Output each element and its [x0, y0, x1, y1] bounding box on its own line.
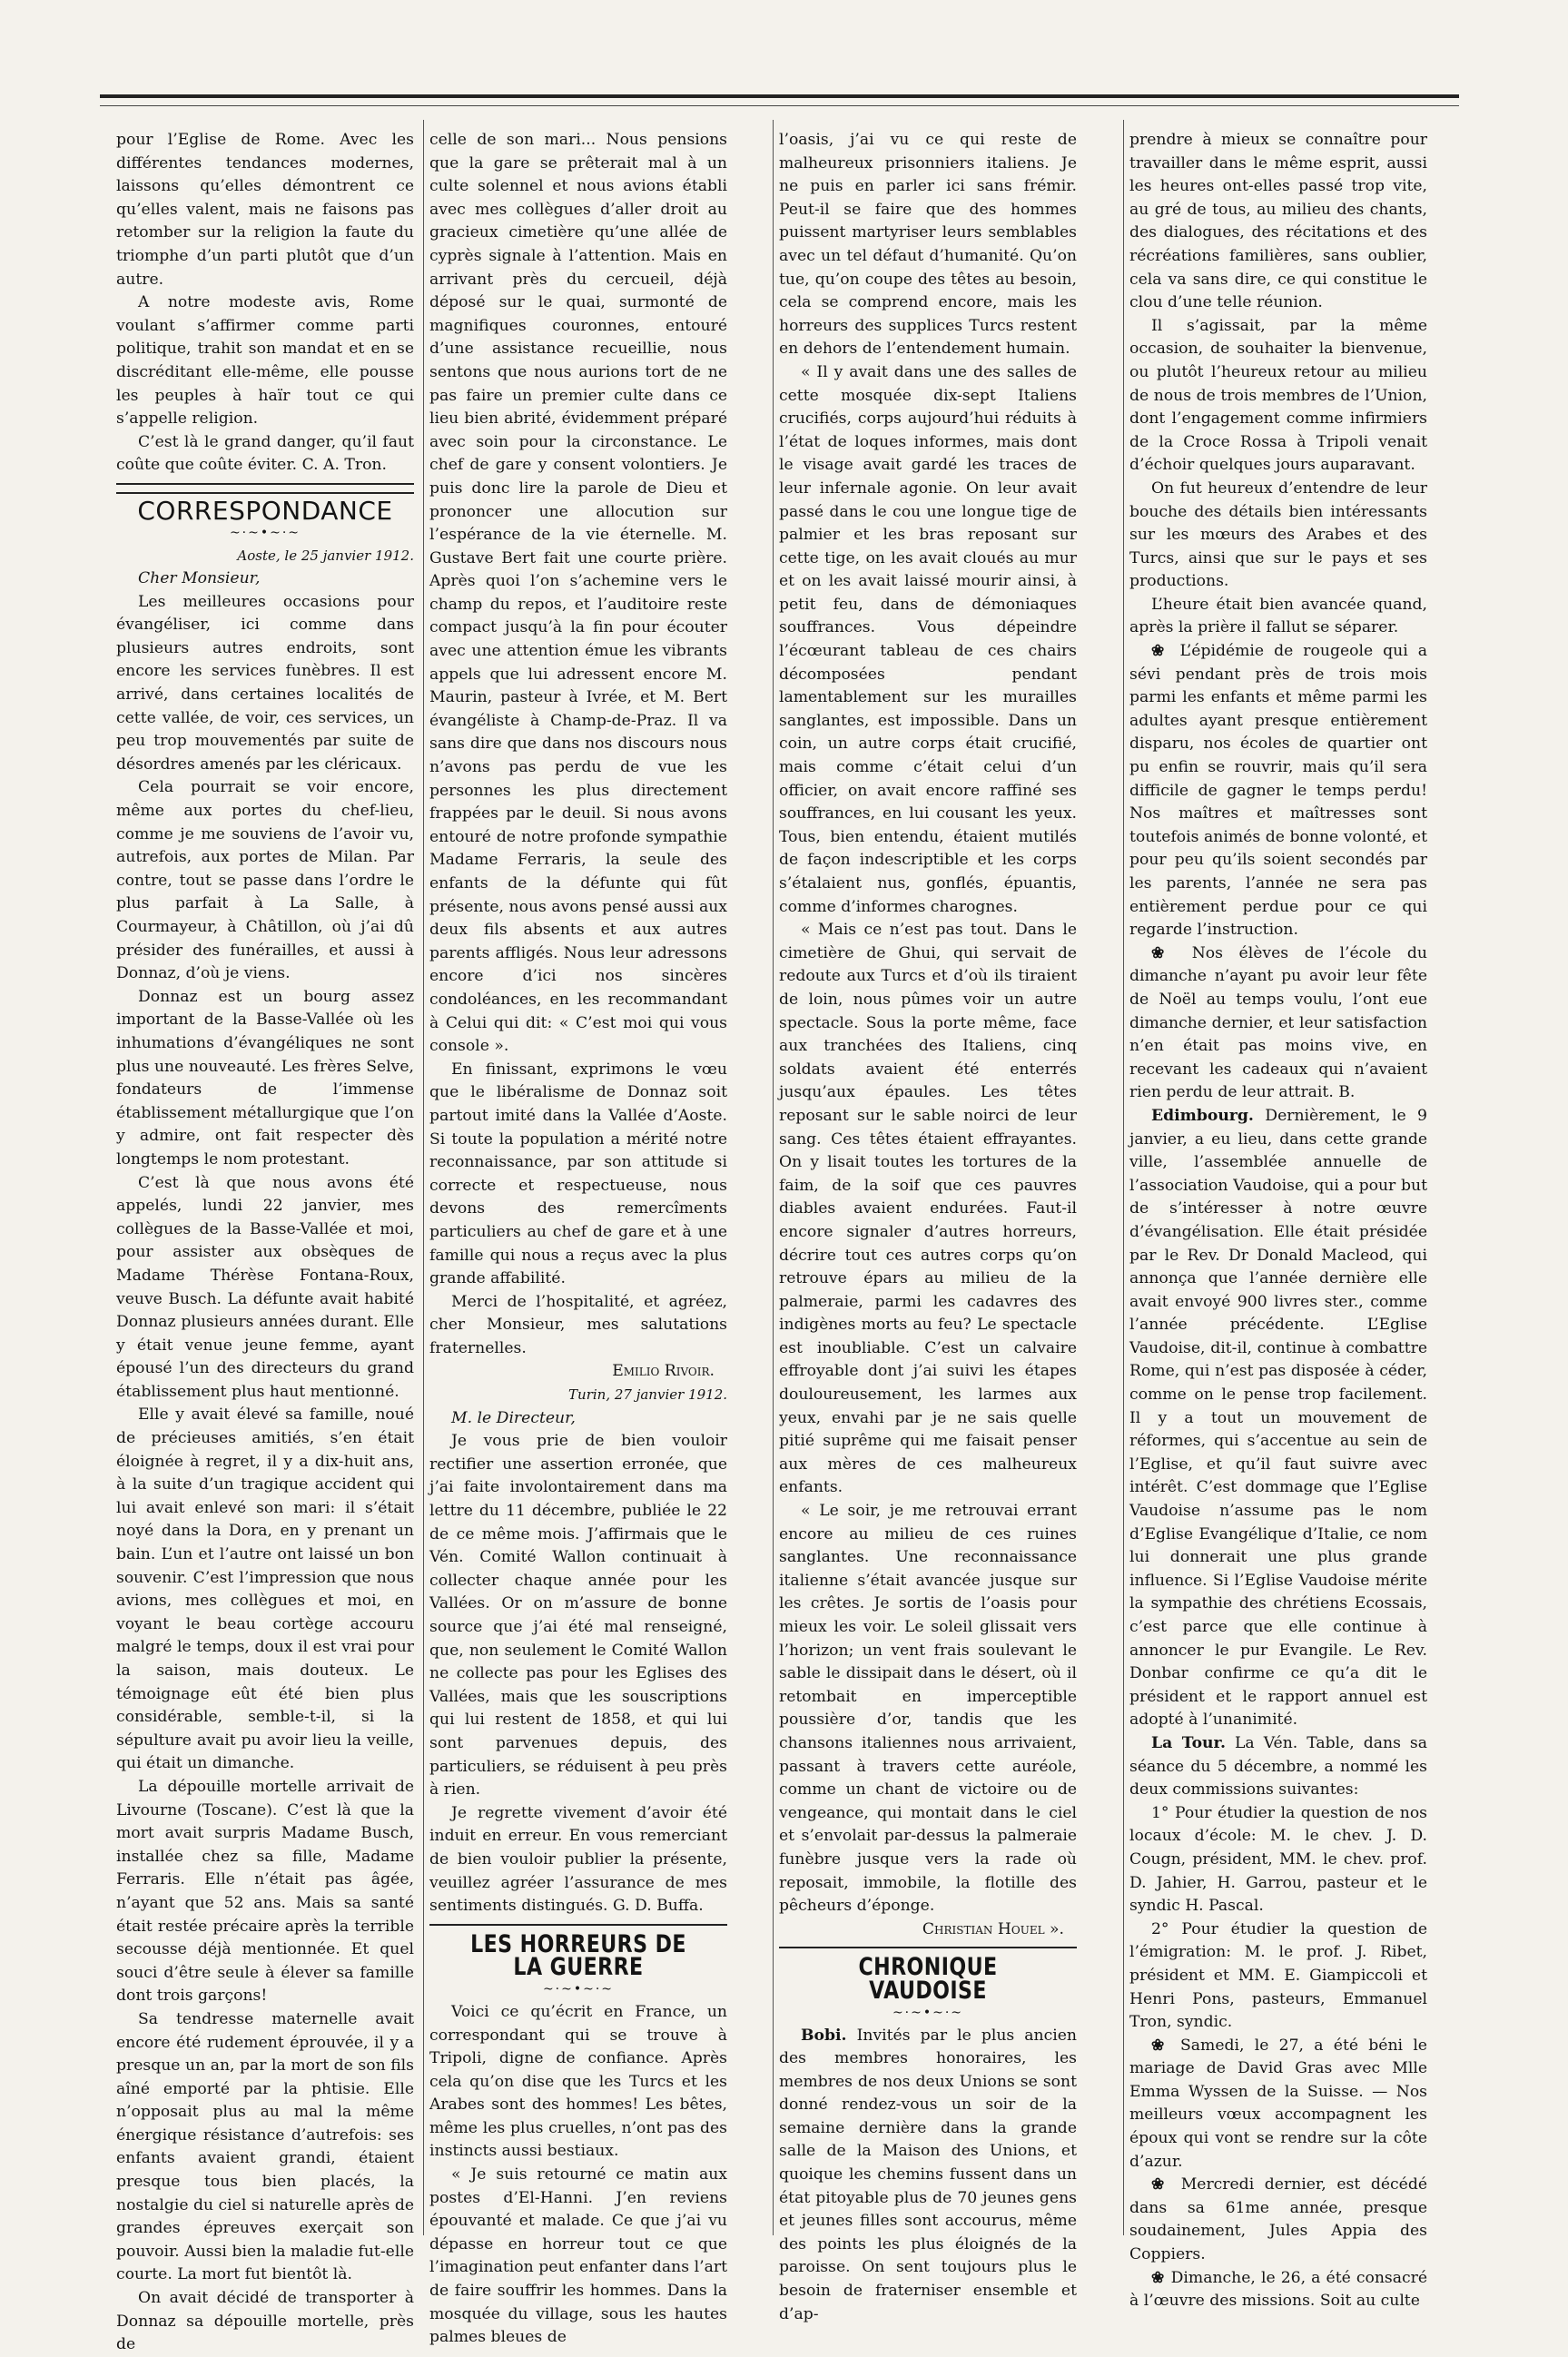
paragraph: prendre à mieux se connaître pour travailler dans le même esprit, aussi les heures ont-elles passé trop vite, au gré de tous, au milieu des chants, des dialogues, des récitations et des récréations familières, sans oublier, cela va sans dire, ce qui constitue le clou d’une telle réunion.: [1129, 131, 1427, 312]
paragraph: Les meilleures occasions pour évangéliser, ici comme dans plusieurs autres endroits, sont encore les services funèbres. Il est arrivé, dans certaines localités de cette vallée, de voir, ces services, un peu trop mouvementés par suite de désordres amenés par les cléricaux.: [116, 592, 414, 774]
paragraph-text: Invités par le plus ancien des membres honoraires, les membres de nos deux Unions se sont donné rendez-vous un soir de la semaine dernière dans la grande salle de la Maison des Unions, et quoique les chemins fussent dans un état pitoyable plus de 70 jeunes gens et jeunes filles sont accourus, même des points les plus éloignés de la paroisse. On sent toujours plus le besoin de fraterniser ensemble et d’ap-: [779, 2026, 1077, 2323]
paragraph: [1129, 2267, 1427, 2313]
paragraph: Sa tendresse maternelle avait encore été rudement éprouvée, il y a presque un an, par la mort de son fils aîné emporté par la phtisie. Elle n’opposait plus au mal la même énergique résistance d’autrefois: ses enfants avaient grandi, étaient presque tous bien placés, la nostalgie du ciel si naturelle après de grandes épreuves exerçait son pouvoir. Aussi bien la maladie fut-elle courte. La mort fut bientôt là.: [116, 2009, 414, 2284]
paragraph: La dépouille mortelle arrivait de Livourne (Toscane). C’est là que la mort avait surpris Madame Busch, installée chez sa fille, Madame Ferraris. Elle n’était pas âgée, n’ayant que 52 ans. Mais sa santé était restée précaire après la terrible secousse déjà mentionnée. Et quel souci d’être seule à élever sa famille dont trois garçons!: [116, 1777, 414, 2006]
column-divider: [423, 120, 424, 2235]
paragraph-text: L’épidémie de rougeole qui a sévi pendant près de trois mois parmi les enfants et même parmi les adultes ayant presque entièrement disparu, nos écoles de quartier ont pu enfin se rouvrir, mais qu’il sera difficile de gagner le temps perdu! Nos maîtres et maîtresses sont toutefois animés de bonne volonté, et pour peu qu’ils soient secondés par les parents, l’année ne sera pas entièrement perdue pour ce qui regarde l’instruction.: [1129, 642, 1427, 940]
paragraph-text: Samedi, le 27, a été béni le mariage de David Gras avec Mlle Emma Wyssen de la Suisse. — Nos meilleurs vœux accompagnent les époux qui vont se rendre sur la côte d’azur.: [1129, 2036, 1427, 2171]
paragraph: pour l’Eglise de Rome. Avec les différentes tendances modernes, laissons qu’elles démontrent ce qu’elles valent, mais ne faisons pas retomber sur la religion la faute du triomphe d’un parti plutôt que d’un autre.: [116, 131, 414, 289]
section-heading: CHRONIQUE VAUDOISE: [858, 1953, 998, 2005]
paragraph: Il s’agissait, par la même occasion, de souhaiter la bienvenue, ou plutôt l’heureux retour au milieu de nous de trois membres de l’Union, dont l’engagement comme infirmiers de la Croce Rossa à Tripoli venait d’échoir quelques jours auparavant.: [1129, 316, 1427, 475]
paragraph: Merci de l’hospitalité, et agréez, cher Monsieur, mes salutations fraternelles.: [429, 1292, 727, 1357]
paragraph: l’oasis, j’ai vu ce qui reste de malheureux prisonniers italiens. Je ne puis en parler ici sans frémir. Peut-il se faire que des hommes puissent martyriser leurs semblables avec un tel défaut d’humanité. Qu’on tue, qu’on coupe des têtes au besoin, cela se comprend encore, mais les horreurs des supplices Turcs restent en dehors de l’entendement humain.: [779, 131, 1077, 359]
paragraph-text: Nos élèves de l’école du dimanche n’ayant pu avoir leur fête de Noël au temps voulu, l’ont eue dimanche dernier, et leur satisfaction n’en était pas moins vive, en recevant les cadeaux qui n’avaient rien perdu de leur attrait. B.: [1129, 943, 1427, 1102]
ornament-divider: ~·~•~·~: [892, 2005, 964, 2020]
paragraph-text: Mercredi dernier, est décédé dans sa 61me année, presque soudainement, Jules Appia des Coppiers.: [1129, 2175, 1427, 2264]
column-divider: [1123, 120, 1124, 2235]
paragraph: « Le soir, je me retrouvai errant encore au milieu de ces ruines sanglantes. Une reconnaissance italienne s’était avancée jusque sur les crêtes. Je sortis de l’oasis pour mieux les voir. Le soleil glissait vers l’horizon; un vent frais soulevant le sable le dissipait dans le désert, où il retombait en imperceptible poussière d’or, tandis que les chansons italiennes nous arrivaient, passant à travers cette auréole, comme un chant de victoire ou de vengeance, qui montait dans le ciel et s’envolait par-dessus la palmeraie funèbre jusque vers la rade où reposait, immobile, la flotille des pêcheurs d’éponge.: [779, 1502, 1077, 1916]
ornament-divider: ~·~•~·~: [229, 525, 301, 540]
paragraph: On avait décidé de transporter à Donnaz sa dépouille mortelle, près de: [116, 2289, 414, 2354]
section-heading: LES HORREURS DE LA GUERRE: [470, 1929, 686, 1982]
paragraph: On fut heureux d’entendre de leur bouche des détails bien intéressants sur les mœurs des Arabes et des Turcs, ainsi que sur le pays et ses productions.: [1129, 478, 1427, 591]
masthead-rule: [100, 94, 1459, 106]
section-heading-rule: [116, 483, 414, 526]
section-heading: CORRESPONDANCE: [116, 492, 414, 523]
paragraph-text: Dernièrement, le 9 janvier, a eu lieu, dans cette grande ville, l’assemblée annuelle de l’association Vaudoise, qui a pour but de s’intéresser à notre œuvre d’évangélisation. Elle était présidée par le Rev. Dr Donald Macleod, qui annonça que l’année dernière elle avait envoyé 900 livres ster., comme l’année précédente. L’Eglise Vaudoise, dit-il, continue à combattre Rome, qui n’est pas disposée à céder, comme on le pense trop facilement. Il y a tout un mouvement de réformes, qui s’accentue au sein de l’Eglise, et qu’il faut suivre avec intérêt. C’est dommage que l’Eglise Vaudoise n’assume pas le nom d’Eglise Evangélique d’Italie, ce nom lui donnerait une plus grande influence. Si l’Eglise Vaudoise mérite la sympathie des chrétiens Ecossais, c’est parce que elle continue à annoncer le pur Evangile. Le Rev. Donbar confirme ce qu’a dit le président et le rapport annuel est adopté à l’unanimité.: [1129, 1106, 1427, 1730]
text-column-1: [116, 129, 414, 2354]
paragraph: [1129, 1105, 1427, 1732]
paragraph: « Mais ce n’est pas tout. Dans le cimetière de Ghui, qui servait de redoute aux Turcs et d’où ils tiraient de loin, nous pûmes voir un autre spectacle. Sous la porte même, face aux tranchées des Italiens, cinq soldats avaient été enterrés jusqu’aux épaules. Les têtes reposant sur le sable noirci de leur sang. Ces têtes étaient effrayantes. On y lisait toutes les tortures de la faim, de la soif que ces pauvres diables avaient endurées. Faut-il encore signaler d’autres horreurs, décrire tout ces autres corps qu’on retrouve épars au milieu de la palmeraie, parmi les cadavres des indigènes morts au feu? Le spectacle est inoubliable. C’est un calvaire effroyable dont j’ai suivi les étapes douloureusement, les larmes aux yeux, envahi par je ne sais quelle pitié suprême qui me faisait penser aux mères de ces malheureux enfants.: [779, 921, 1077, 1497]
section-heading-rule: [779, 1947, 1077, 2005]
text-column-3: [779, 129, 1077, 2323]
paragraph: Je regrette vivement d’avoir été induit en erreur. En vous remerciant de bien vouloir publier la présente, veuillez agréer l’assurance de mes sentiments distingués. G. D. Buffa.: [429, 1803, 727, 1916]
paragraph: [1129, 942, 1427, 1105]
text-column-4: [1129, 129, 1427, 2311]
signature: Emilio Rivoir.: [612, 1362, 715, 1381]
bullet-icon: ❀: [1151, 2036, 1180, 2055]
bullet-icon: ❀: [1151, 2175, 1181, 2194]
paragraph: Elle y avait élevé sa famille, noué de précieuses amitiés, s’en était éloignée à regret, il y a dix-huit ans, à la suite d’un tragique accident qui lui avait enlevé son mari: il s’était noyé dans la Dora, en y prenant un bain. L’un et l’autre ont laissé un bon souvenir. C’est l’impression que nous avions, mes collègues et moi, en voyant le beau cortège accouru malgré le temps, doux il est vrai pour la saison, mais douteux. Le témoignage eût été bien plus considérable, semble-t-il, si la sépulture avait pu avoir lieu la veille, qui était un dimanche.: [116, 1405, 414, 1773]
place-lead: Bobi.: [801, 2026, 847, 2045]
paragraph: Voici ce qu’écrit en France, un correspondant qui se trouve à Tripoli, digne de confiance. Après cela qu’on dise que les Turcs et les Arabes sont des hommes! Les bêtes, même les plus cruelles, n’ont pas des instincts aussi bestiaux.: [429, 2002, 727, 2161]
column-divider: [773, 120, 774, 2235]
bullet-icon: ❀: [1151, 642, 1180, 661]
paragraph: [1129, 2174, 1427, 2266]
paragraph: Je vous prie de bien vouloir rectifier une assertion erronée, que j’ai faite involontairement dans ma lettre du 11 décembre, publiée le 22 de ce même mois. J’affirmais que le Vén. Comité Wallon continuait à collecter chaque année pour les Vallées. Or on m’assure de bonne source que j’ai été mal renseigné, que, non seulement le Comité Wallon ne collecte pas pour les Eglises des Vallées, mais que les souscriptions qui lui restent de 1858, et qui lui sont parvenues depuis, des particuliers, se réduisent à peu près à rien.: [429, 1432, 727, 1800]
paragraph: C’est là que nous avons été appelés, lundi 22 janvier, mes collègues de la Basse-Vallée et moi, pour assister aux obsèques de Madame Thérèse Fontana-Roux, veuve Busch. La défunte avait habité Donnaz plusieurs années durant. Elle y était venue jeune femme, ayant épousé l’un des directeurs du grand établissement plus haut mentionné.: [116, 1173, 414, 1401]
section-heading-rule: [429, 1924, 727, 1982]
paragraph-text: La Vén. Table, dans sa séance du 5 décembre, a nommé les deux commissions suivantes:: [1129, 1733, 1427, 1800]
paragraph: [779, 2025, 1077, 2327]
salutation: Cher Monsieur,: [138, 569, 261, 588]
paragraph: 1° Pour étudier la question de nos locaux d’école: M. le chev. J. D. Cougn, président, MM. le chev. prof. D. Jahier, H. Garrou, pasteur et le syndic H. Pascal.: [1129, 1803, 1427, 1916]
salutation: M. le Directeur,: [451, 1408, 576, 1427]
signature: Christian Houel ».: [922, 1919, 1064, 1938]
paragraph: C’est là le grand danger, qu’il faut coûte que coûte éviter. C. A. Tron.: [116, 432, 414, 475]
paragraph: « Je suis retourné ce matin aux postes d’El-Hanni. J’en reviens épouvanté et malade. Ce que j’ai vu dépasse en horreur tout ce que l’imagination peut enfanter dans l’art de faire souffrir les hommes. Dans la mosquée du village, sous les hautes palmes bleues de: [429, 2165, 727, 2347]
paragraph: 2° Pour étudier la question de l’émigration: M. le prof. J. Ribet, président et MM. E. Giampiccoli et Henri Pons, pasteurs, Emmanuel Tron, syndic.: [1129, 1919, 1427, 2032]
paragraph: [1129, 1732, 1427, 1802]
paragraph: [1129, 2035, 1427, 2175]
paragraph: « Il y avait dans une des salles de cette mosquée dix-sept Italiens crucifiés, corps aujourd’hui réduits à l’état de loques informes, mais dont le visage avait gardé les traces de leur infernale agonie. On leur avait passé dans le cou une longue tige de palmier et les bras reposant sur cette tige, on les avait cloués au mur et on les avait laissé mourir ainsi, à petit feu, dans de démoniaques souffrances. Vous dépeindre l’écœurant tableau de ces chairs décomposées pendant lamentablement sur les murailles sanglantes, est impossible. Dans un coin, un autre corps était crucifié, mais comme c’était celui d’un officier, on avait encore raffiné ses souffrances, en lui cousant les yeux. Tous, bien entendu, étaient mutilés de façon indescriptible et les corps s’étalaient nus, gonflés, épuantis, comme d’informes charognes.: [779, 362, 1077, 916]
paragraph: Donnaz est un bourg assez important de la Basse-Vallée où les inhumations d’évangéliques ne sont plus une nouveauté. Les frères Selve, fondateurs de l’immense établissement métallurgique que l’on y admire, ont fait respecter dès longtemps le nom protestant.: [116, 987, 414, 1169]
paragraph: L’heure était bien avancée quand, après la prière il fallut se séparer.: [1129, 595, 1427, 637]
place-lead: La Tour.: [1151, 1733, 1226, 1752]
place-lead: Edimbourg.: [1151, 1106, 1254, 1125]
paragraph: Cela pourrait se voir encore, même aux portes du chef-lieu, comme je me souviens de l’avoir vu, autrefois, aux portes de Milan. Par contre, tout se passe dans l’ordre le plus parfait à La Salle, à Courmayeur, à Châtillon, où j’ai dû présider des funérailles, et aussi à Donnaz, d’où je viens.: [116, 778, 414, 983]
bullet-icon: ❀: [1151, 943, 1192, 962]
paragraph: En finissant, exprimons le vœu que le libéralisme de Donnaz soit partout imité dans la Vallée d’Aoste. Si toute la population a mérité notre reconnaissance, par son attitude si correcte et respectueuse, nous devons des remercîments particuliers au chef de gare et à une famille qui nous a reçus avec la plus grande affabilité.: [429, 1060, 727, 1288]
dateline: Turin, 27 janvier 1912.: [568, 1386, 727, 1404]
ornament-divider: ~·~•~·~: [542, 1981, 615, 1997]
text-column-2: [429, 129, 727, 2347]
paragraph: celle de son mari... Nous pensions que la gare se prêterait mal à un culte solennel et nous avions établi avec mes collègues d’aller droit au gracieux cimetière qu’une allée de cyprès signale à l’attention. Mais en arrivant près du cercueil, déjà déposé sur le quai, surmonté de magnifiques couronnes, entouré d’une assistance recueillie, nous sentons que nous aurions tort de ne pas faire un premier culte dans ce lieu bien abrité, évidemment préparé avec soin pour la circonstance. Le chef de gare y consent volontiers. Je puis donc lire la parole de Dieu et prononcer une allocution sur l’espérance de la vie éternelle. M. Gustave Bert fait une courte prière. Après quoi l’on s’achemine vers le champ du repos, et l’auditoire reste compact jusqu’à la fin pour écouter avec une attention émue les vibrants appels que lui adressent encore M. Maurin, pasteur à Ivrée, et M. Bert évangéliste à Champ-de-Praz. Il va sans dire que dans nos discours nous n’avons pas perdu de vue les personnes les plus directement frappées par le deuil. Si nous avons entouré de notre profonde sympathie Madame Ferraris, la seule des enfants de la défunte qui fût présente, nous avons pensé aussi aux deux fils absents et aux autres parents affligés. Nous leur adressons encore d’ici nos sincères condoléances, en les recommandant à Celui qui dit: « C’est moi qui vous console ».: [429, 131, 727, 1056]
paragraph: [1129, 640, 1427, 942]
bullet-icon: ❀: [1151, 2268, 1171, 2287]
dateline: Aoste, le 25 janvier 1912.: [237, 547, 414, 564]
paragraph: A notre modeste avis, Rome voulant s’affirmer comme parti politique, trahit son mandat et en se discréditant elle-même, elle pousse les peuples à haïr tout ce qui s’appelle religion.: [116, 293, 414, 429]
paragraph-text: Dimanche, le 26, a été consacré à l’œuvre des missions. Soit au culte: [1129, 2268, 1427, 2311]
